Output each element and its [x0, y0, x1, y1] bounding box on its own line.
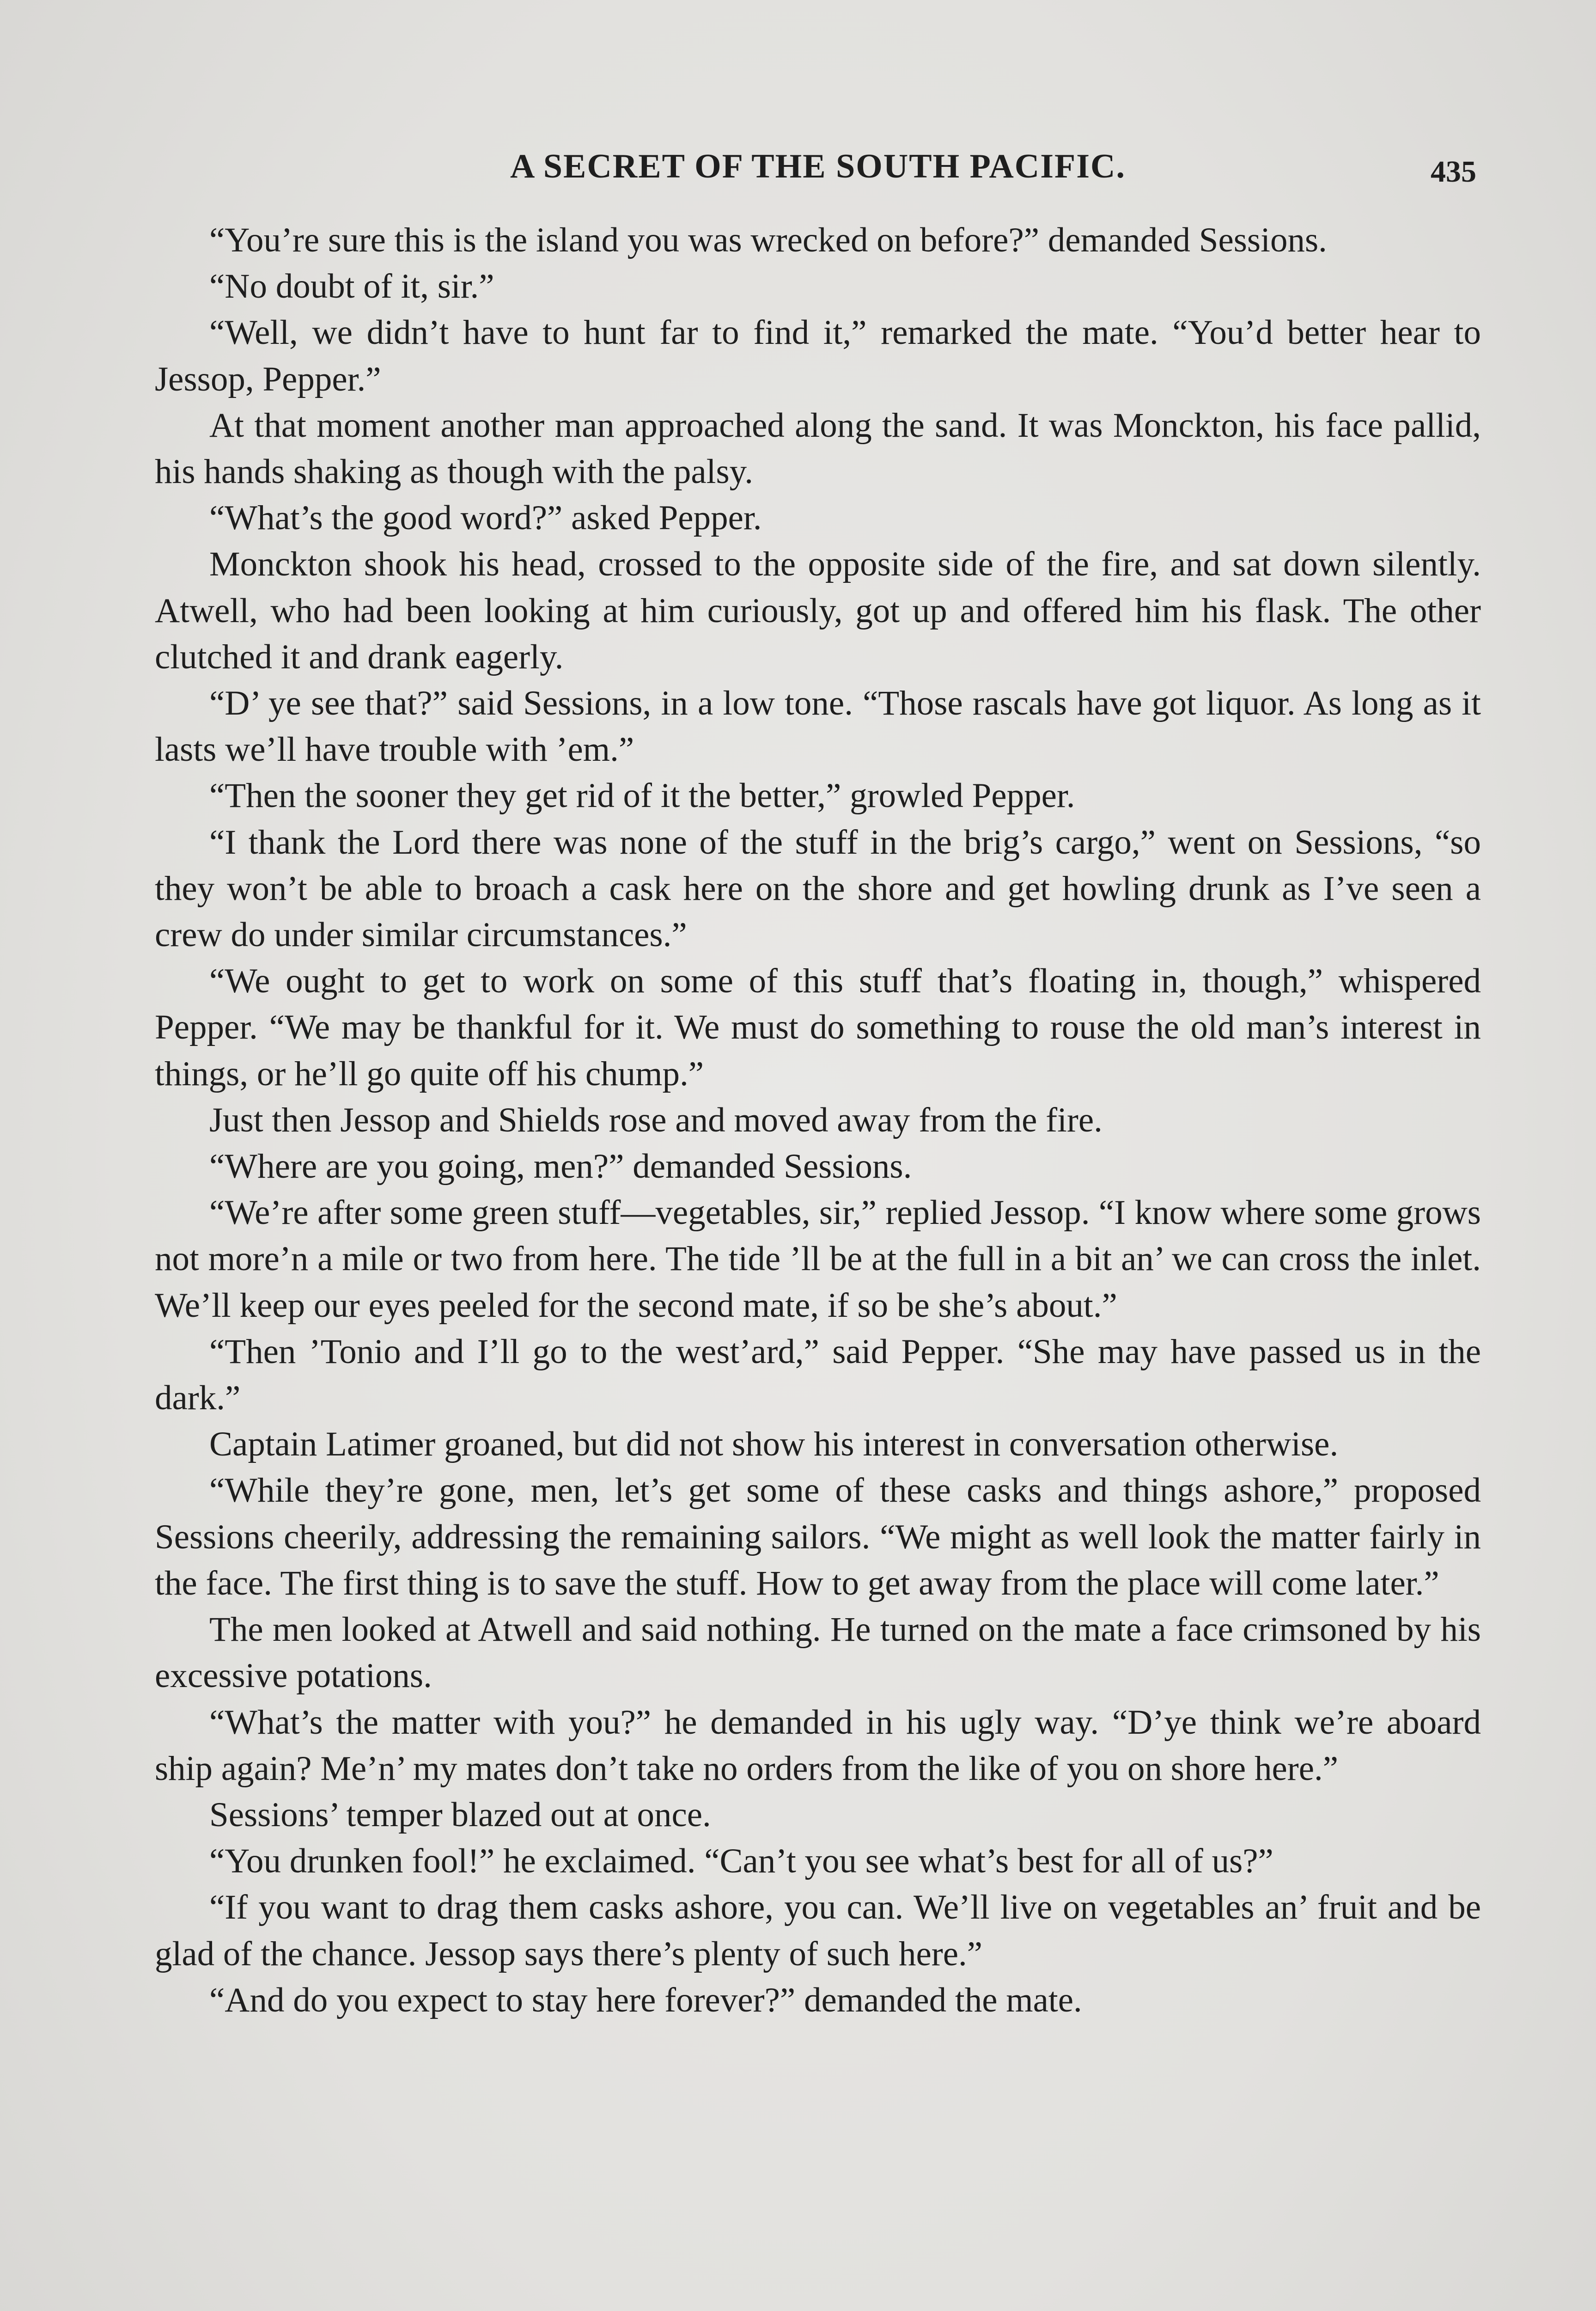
paragraph: “Then ’Tonio and I’ll go to the west’ard,” said Pepper. “She may have passed us in the dark.” [155, 1332, 1481, 1418]
paragraph: Captain Latimer groaned, but did not show his interest in conversation otherwise. [209, 1425, 1339, 1464]
body-text [155, 217, 1481, 2024]
paragraph: “If you want to drag them casks ashore, you can. We’ll live on vegetables an’ fruit and be glad of the chance. Jessop says there’s plenty of such here.” [155, 1888, 1481, 1973]
paragraph: “D’ ye see that?” said Sessions, in a low tone. “Those rascals have got liquor. As long as it lasts we’ll have trouble with ’em.” [155, 684, 1481, 769]
running-title: A SECRET OF THE SOUTH PACIFIC. [510, 147, 1126, 185]
paragraph: “We ought to get to work on some of this stuff that’s floating in, though,” whispered Pepper. “We may be thankful for it. We must do something to rouse the old man’s interest in things, or he’ll go quite off his chump.” [155, 962, 1481, 1093]
paragraph: “While they’re gone, men, let’s get some of these casks and things ashore,” proposed Sessions cheerily, addressing the remaining sailors. “We might as well look the matter fairly in the face. The first thing is to save the stuff. How to get away from the place will come later.” [155, 1471, 1481, 1602]
paragraph: “No doubt of it, sir.” [209, 267, 494, 306]
paragraph: “Where are you going, men?” demanded Sessions. [209, 1147, 912, 1186]
page-number: 435 [1431, 155, 1476, 189]
paragraph: Just then Jessop and Shields rose and moved away from the fire. [209, 1100, 1103, 1139]
paragraph: “And do you expect to stay here forever?” demanded the mate. [209, 1981, 1082, 2019]
paragraph: Monckton shook his head, crossed to the opposite side of the fire, and sat down silently. Atwell, who had been looking at him curiously, got up and offered him his flask. The other clutched it and drank eagerly. [155, 545, 1481, 676]
page-header [155, 139, 1481, 194]
paragraph: “You’re sure this is the island you was wrecked on before?” demanded Sessions. [209, 221, 1327, 259]
paragraph: “Then the sooner they get rid of it the better,” growled Pepper. [209, 776, 1075, 815]
paragraph: The men looked at Atwell and said nothing. He turned on the mate a face crimsoned by his excessive potations. [155, 1610, 1481, 1695]
paragraph: “We’re after some green stuff—vegetables, sir,” replied Jessop. “I know where some grows not more’n a mile or two from here. The tide ’ll be at the full in a bit an’ we can cross the inlet. We’ll keep our eyes peeled for the second mate, if so be she’s about.” [155, 1193, 1481, 1325]
paragraph: “Well, we didn’t have to hunt far to find it,” remarked the mate. “You’d better hear to Jessop, Pepper.” [155, 313, 1481, 398]
paragraph: At that moment another man approached along the sand. It was Monckton, his face pallid, his hands shaking as though with the palsy. [155, 406, 1481, 491]
paragraph: “What’s the matter with you?” he demanded in his ugly way. “D’ye think we’re aboard ship again? Me’n’ my mates don’t take no orders from the like of you on shore here.” [155, 1703, 1481, 1788]
paragraph: “You drunken fool!” he exclaimed. “Can’t you see what’s best for all of us?” [209, 1842, 1273, 1881]
paragraph: Sessions’ temper blazed out at once. [209, 1795, 711, 1834]
paragraph: “What’s the good word?” asked Pepper. [209, 499, 762, 538]
paragraph: “I thank the Lord there was none of the stuff in the brig’s cargo,” went on Sessions, “so they won’t be able to broach a cask here on the shore and get howling drunk as I’ve seen a crew do under similar circumstances.” [155, 823, 1481, 954]
